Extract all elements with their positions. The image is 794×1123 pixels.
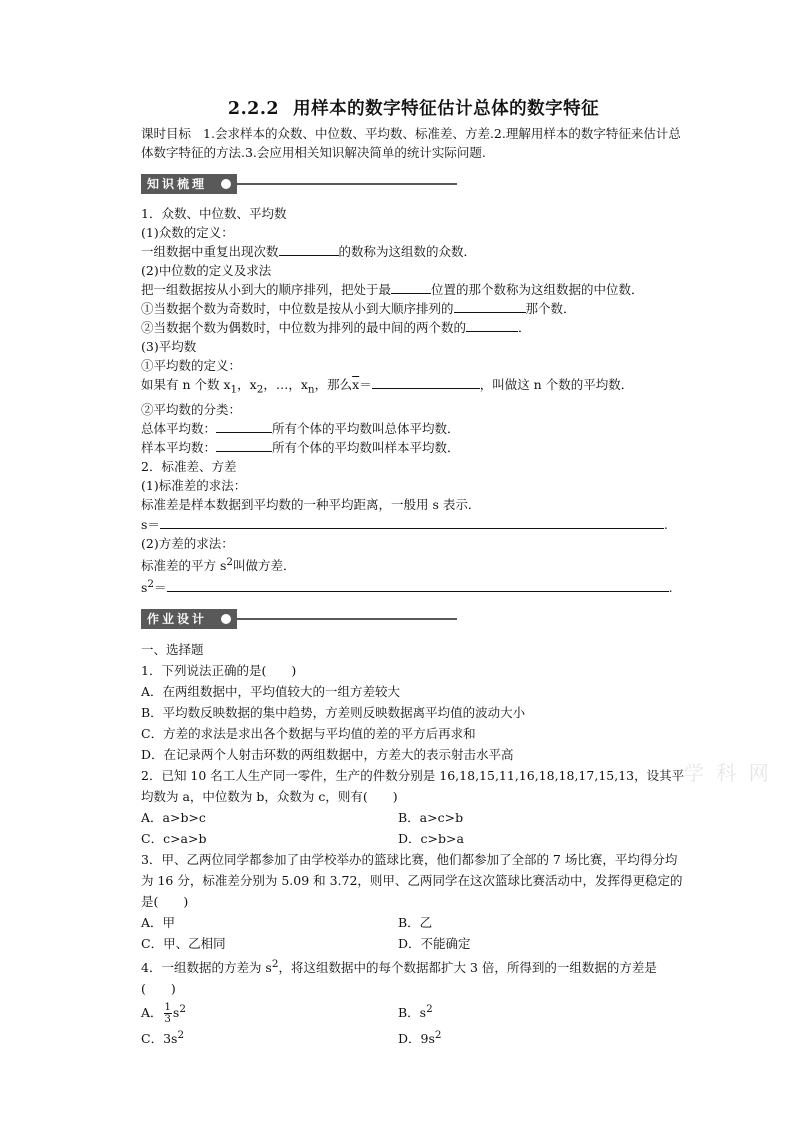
options-row <box>141 828 686 849</box>
section-tag: 作业设计 <box>141 609 237 629</box>
text: ，将这组数据中的每个数据都扩大 3 倍，所得到的一组数据的方差是( ) <box>141 959 657 996</box>
section-dot-icon <box>221 614 231 624</box>
text: D．9s <box>398 1031 435 1047</box>
fill-blank <box>279 242 339 256</box>
variance-text: 标准差的平方 $s^2$叫做方差． <box>141 555 296 573</box>
text: C．3s <box>141 1031 178 1047</box>
fill-blank <box>372 375 480 389</box>
text: 4．一组数据的方差为 s <box>141 959 272 975</box>
text: 标准差的平方 s <box>141 557 227 573</box>
section-header-knowledge <box>141 174 686 194</box>
sd-title: (1)标准差的求法： <box>141 477 247 493</box>
document-page <box>141 96 686 1049</box>
mean-title: (3)平均数 <box>141 339 197 354</box>
denominator: 3 <box>164 1014 171 1026</box>
part-heading: 一、选择题 <box>141 641 204 657</box>
option-a: A．a>b>c <box>141 809 206 825</box>
question-3 <box>141 849 686 954</box>
mean-def-title: ①平均数的定义： <box>141 358 242 373</box>
option-d: D．不能确定 <box>398 935 471 951</box>
knowledge-body <box>141 204 686 597</box>
text: 所有个体的平均数叫样本平均数． <box>272 439 460 455</box>
option-c: C．$3s^2$ <box>141 1029 185 1047</box>
objective-text: 1.会求样本的众数、中位数、平均数、标准差、方差.2.理解用样本的数字特征来估计总体数字特征的方法.3.会应用相关知识解决简单的统计实际问题. <box>141 126 681 160</box>
option-c: C．c>a>b <box>141 830 207 846</box>
lesson-title-text: 用样本的数字特征估计总体的数字特征 <box>293 99 600 119</box>
text: s <box>172 1005 180 1021</box>
options-row <box>141 999 686 1025</box>
text: 那个数． <box>525 301 576 316</box>
numerator: 1 <box>164 1002 171 1014</box>
median-odd <box>141 299 686 318</box>
text: 样本平均数： <box>141 439 217 455</box>
mode-title: (1)众数的定义： <box>141 225 234 240</box>
mean-class-title: ②平均数的分类： <box>141 401 242 417</box>
watermark: 学 科 网 <box>684 761 772 785</box>
fill-line <box>167 577 669 592</box>
variance-title: (2)方差的求法： <box>141 535 234 551</box>
section-tag: 知识梳理 <box>141 174 237 194</box>
text: 总体平均数： <box>141 420 217 436</box>
text: ，那么 <box>314 377 353 392</box>
text: 如果有 n 个数 x <box>141 377 231 392</box>
heading-mode-median-mean: 1．众数、中位数、平均数 <box>141 206 287 221</box>
text: 的数称为这组数的众数． <box>338 244 477 259</box>
sd-text: 标准差是样本数据到平均数的一种平均距离，一般用 s 表示． <box>141 496 481 512</box>
text: B．s <box>398 1005 427 1021</box>
section-rule <box>237 183 457 185</box>
text: ＝ <box>359 377 372 392</box>
section-dot-icon <box>221 179 231 189</box>
text: A． <box>141 1005 163 1021</box>
sd-formula-line: s＝ . <box>141 514 686 534</box>
text: 一组数据中重复出现次数 <box>141 244 279 259</box>
question-stem: 1．下列说法正确的是( ) <box>141 662 297 678</box>
question-1 <box>141 660 686 765</box>
option-c: C．方差的求法是求出各个数据与平均值的差的平方后再求和 <box>141 725 476 741</box>
text: ＝ <box>154 579 167 595</box>
median-even <box>141 318 686 337</box>
option-c: C．甲、乙相同 <box>141 935 226 951</box>
option-a: A． $\frac{1}{3}$ $s^2$ <box>141 1002 186 1026</box>
text: 所有个体的平均数叫总体平均数． <box>272 420 460 436</box>
x-bar-symbol: $\overline{x}$ <box>352 377 360 392</box>
fraction <box>164 1002 172 1025</box>
fill-blank <box>466 318 518 332</box>
fill-blank <box>391 280 431 294</box>
text: s <box>141 579 148 595</box>
mode-definition <box>141 242 686 261</box>
options-row <box>141 1025 686 1049</box>
text: ①当数据个数为奇数时，中位数是按从小到大顺序排列的 <box>141 301 454 316</box>
section-header-homework <box>141 609 686 629</box>
text: ②当数据个数为偶数时，中位数为排列的最中间的两个数的 <box>141 320 467 335</box>
question-stem: 3．甲、乙两位同学都参加了由学校举办的篮球比赛，他们都参加了全部的 7 场比赛，平均得分均为 16 分，标准差分别为 5.09 和 3.72，则甲、乙两同学在这次篮球比赛活动中，发挥得更稳定的是( ) <box>141 851 683 909</box>
text: s＝ <box>141 516 160 532</box>
lesson-number: 2.2.2 <box>227 99 280 119</box>
option-b: B．$s^2$ <box>398 1002 433 1021</box>
option-b: B．乙 <box>398 914 433 930</box>
question-stem: 2．已知 10 名工人生产同一零件，生产的件数分别是 16,18,15,11,16,18,18,17,15,13，设其平均数为 a，中位数为 b，众数为 c，则有( ) <box>141 767 685 804</box>
text: 把一组数据按从小到大的顺序排列，把处于最 <box>141 282 392 297</box>
median-definition <box>141 280 686 299</box>
homework-body <box>141 639 686 1049</box>
question-stem: 4．一组数据的方差为 $s^2$，将这组数据中的每个数据都扩大 3 倍，所得到的一组数据的方差是( ) <box>141 957 657 996</box>
option-b: B．平均数反映数据的集中趋势，方差则反映数据离平均值的波动大小 <box>141 704 526 720</box>
objective-label: 课时目标 <box>141 126 192 141</box>
options-row <box>141 807 686 828</box>
option-d: D．$9s^2$ <box>398 1029 442 1047</box>
fill-blank <box>216 419 272 433</box>
text: 叫做方差． <box>233 557 296 573</box>
text: ． <box>518 320 531 335</box>
option-a: A．甲 <box>141 914 176 930</box>
options-row <box>141 912 686 933</box>
section-rule <box>237 618 457 620</box>
lesson-title <box>141 96 686 122</box>
fill-blank <box>454 299 526 313</box>
lesson-objective <box>141 124 686 162</box>
text: 位置的那个数称为这组数据的中位数． <box>431 282 644 297</box>
median-title: (2)中位数的定义及求法 <box>141 263 272 278</box>
option-d: D．c>b>a <box>398 830 464 846</box>
mean-definition: 如果有 n 个数 $x_1$，$x_2$，…，$x_n$，那么$\overline{x}=$ ，叫做这 n 个数的平均数． <box>141 377 634 396</box>
option-b: B．a>c>b <box>398 809 464 825</box>
population-mean <box>141 419 686 438</box>
question-4 <box>141 954 686 1049</box>
variance-formula-line: $s^2=$ . <box>141 577 673 595</box>
text: ，叫做这 n 个数的平均数． <box>479 377 634 392</box>
text: ，x <box>237 377 257 392</box>
fill-blank <box>216 438 272 452</box>
options-row <box>141 933 686 954</box>
question-2 <box>141 765 686 849</box>
fill-line <box>160 514 664 529</box>
sample-mean <box>141 438 686 457</box>
heading-sd-variance: 2．标准差、方差 <box>141 458 237 474</box>
option-a: A．在两组数据中，平均值较大的一组方差较大 <box>141 683 401 699</box>
option-d: D．在记录两个人射击环数的两组数据中，方差大的表示射击水平高 <box>141 746 514 762</box>
text: ，…，x <box>263 377 308 392</box>
